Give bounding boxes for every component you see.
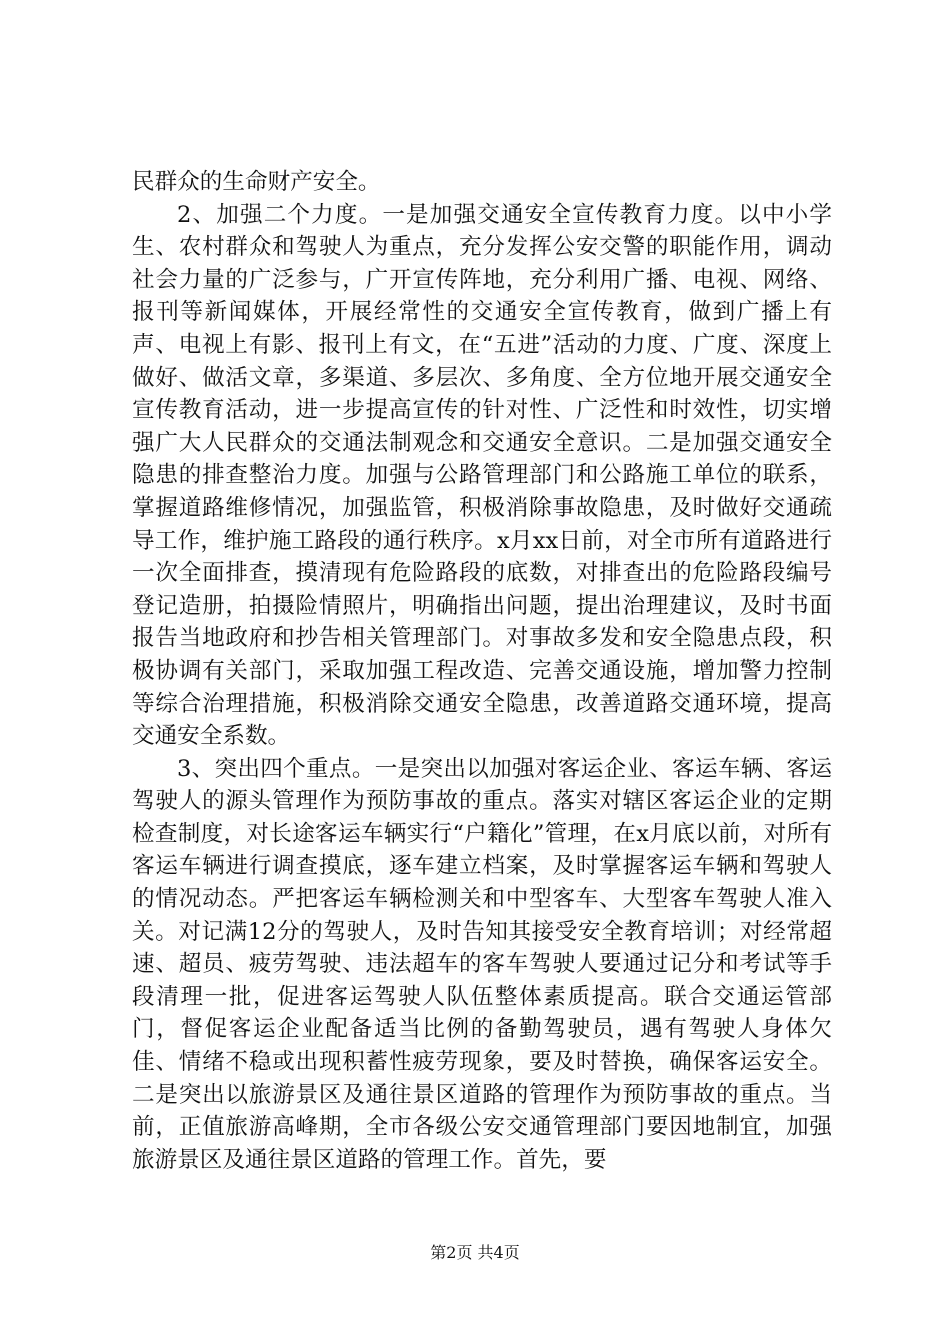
- paragraph-four-priorities: 3、突出四个重点。一是突出以加强对客运企业、客运车辆、客运驾驶人的源头管理作为预防事故的重点。落实对辖区客运企业的定期检查制度，对长途客运车辆实行“户籍化”管理，在x月底以前，对所有客运车辆进行调查摸底，逐车建立档案，及时掌握客运车辆和驾驶人的情况动态。严把客运车辆检测关和中型客车、大型客车驾驶人准入关。对记满12分的驾驶人，及时告知其接受安全教育培训；对经常超速、超员、疲劳驾驶、违法超车的客车驾驶人要通过记分和考试等手段清理一批，促进客运驾驶人队伍整体素质提高。联合交通运管部门，督促客运企业配备适当比例的备勤驾驶员，遇有驾驶人身体欠佳、情绪不稳或出现积蓄性疲劳现象，要及时替换，确保客运安全。二是突出以旅游景区及通往景区道路的管理作为预防事故的重点。当前，正值旅游高峰期，全市各级公安交通管理部门要因地制宜，加强旅游景区及通往景区道路的管理工作。首先，要: [132, 755, 832, 1173]
- paragraph-two-strengthen: 2、加强二个力度。一是加强交通安全宣传教育力度。以中小学生、农村群众和驾驶人为重点，充分发挥公安交警的职能作用，调动社会力量的广泛参与，广开宣传阵地，充分利用广播、电视、网络、报刊等新闻媒体，开展经常性的交通安全宣传教育，做到广播上有声、电视上有影、报刊上有文，在“五进”活动的力度、广度、深度上做好、做活文章，多渠道、多层次、多角度、全方位地开展交通安全宣传教育活动，进一步提高宣传的针对性、广泛性和时效性，切实增强广大人民群众的交通法制观念和交通安全意识。二是加强交通安全隐患的排查整治力度。加强与公路管理部门和公路施工单位的联系，掌握道路维修情况，加强监管，积极消除事故隐患，及时做好交通疏导工作，维护施工路段的通行秩序。x月xx日前，对全市所有道路进行一次全面排查，摸清现有危险路段的底数，对排查出的危险路段编号登记造册，拍摄险情照片，明确指出问题，提出治理建议，及时书面报告当地政府和抄告相关管理部门。对事故多发和安全隐患点段，积极协调有关部门，采取加强工程改造、完善交通设施，增加警力控制等综合治理措施，积极消除交通安全隐患，改善道路交通环境，提高交通安全系数。: [132, 201, 832, 750]
- page-number-footer: 第2页 共4页: [430, 1243, 520, 1262]
- paragraph-continuation: 民群众的生命财产安全。: [132, 169, 381, 195]
- document-body: [132, 166, 832, 1176]
